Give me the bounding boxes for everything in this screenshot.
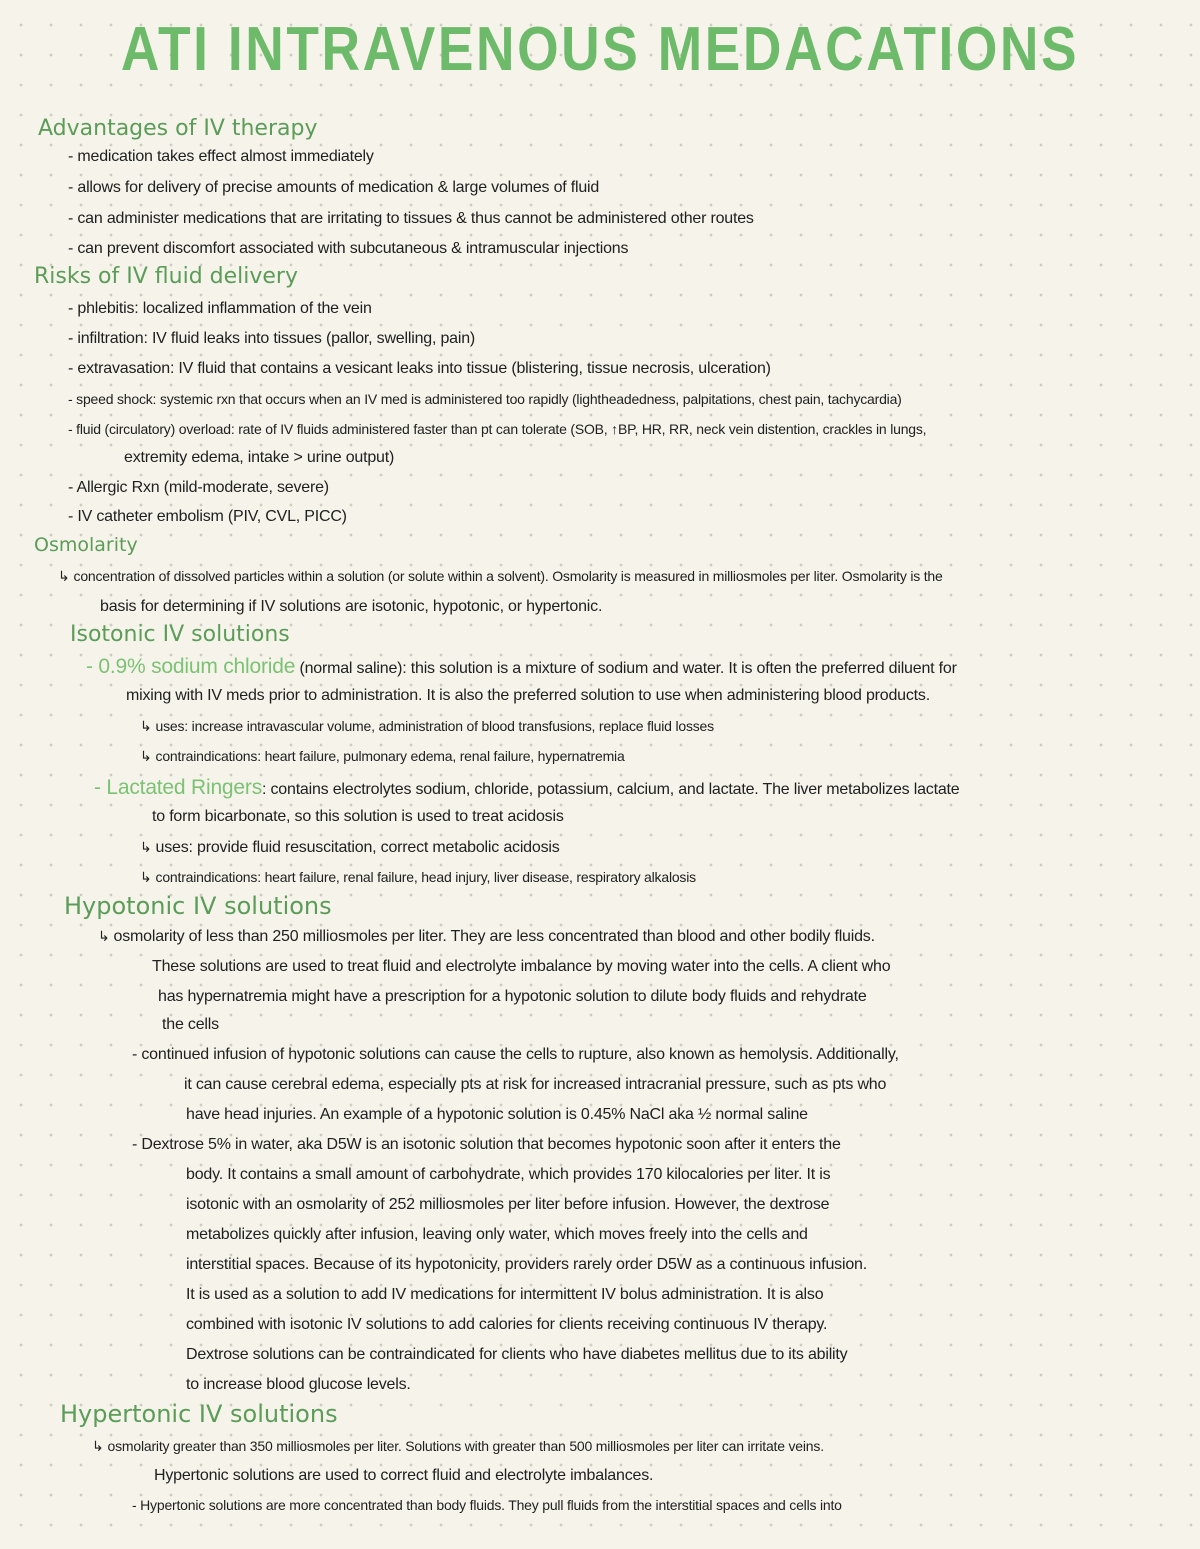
hypotonic-line: Dextrose solutions can be contraindicated for clients who have diabetes mellitus due to its ability bbox=[186, 1346, 848, 1363]
osmolarity-line: concentration of dissolved particles within a solution (or solute within a solvent). Osmolarity is measured in milliosmoles per liter. Osmolarity is the bbox=[73, 568, 943, 584]
normal-saline-contraindications bbox=[140, 748, 625, 765]
arrow-icon: ↳ bbox=[140, 749, 152, 765]
hypertonic-heading: Hypertonic IV solutions bbox=[60, 1400, 338, 1428]
risk-item: - IV catheter embolism (PIV, CVL, PICC) bbox=[68, 508, 347, 525]
hypertonic-text: osmolarity greater than 350 milliosmoles per liter. Solutions with greater than 500 milliosmoles per liter can irritate veins. bbox=[107, 1438, 824, 1454]
normal-saline-uses bbox=[140, 718, 714, 735]
hypotonic-line: has hypernatremia might have a prescription for a hypotonic solution to dilute body fluids and rehydrate bbox=[158, 988, 867, 1005]
arrow-icon: ↳ bbox=[92, 1439, 104, 1455]
hypotonic-line: interstitial spaces. Because of its hypotonicity, providers rarely order D5W as a continuous infusion. bbox=[186, 1256, 867, 1273]
lactated-ringers-label: - Lactated Ringers bbox=[94, 776, 262, 799]
hypotonic-text: osmolarity of less than 250 milliosmoles per liter. They are less concentrated than blood and other bodily fluids. bbox=[113, 928, 875, 945]
hypotonic-line bbox=[98, 928, 875, 946]
uses-text: uses: increase intravascular volume, administration of blood transfusions, replace fluid losses bbox=[155, 718, 714, 734]
lactated-ringers-uses bbox=[140, 839, 560, 857]
advantage-item: - allows for delivery of precise amounts of medication & large volumes of fluid bbox=[68, 179, 600, 196]
hypotonic-line: It is used as a solution to add IV medications for intermittent IV bolus administration. It is also bbox=[186, 1286, 824, 1303]
risk-item: - fluid (circulatory) overload: rate of IV fluids administered faster than pt can tolerate (SOB, ↑BP, HR, RR, neck vein distention, crackles in lungs, bbox=[68, 421, 927, 437]
osmolarity-line: basis for determining if IV solutions are isotonic, hypotonic, or hypertonic. bbox=[100, 598, 603, 615]
hypertonic-line: - Hypertonic solutions are more concentrated than body fluids. They pull fluids from the interstitial spaces and cells into bbox=[132, 1497, 842, 1513]
isotonic-heading: Isotonic IV solutions bbox=[70, 622, 290, 647]
hypotonic-line: metabolizes quickly after infusion, leaving only water, which moves freely into the cells and bbox=[186, 1226, 808, 1243]
osmolarity-definition bbox=[58, 568, 943, 585]
risks-heading: Risks of IV fluid delivery bbox=[34, 264, 298, 289]
risk-item: - extravasation: IV fluid that contains a vesicant leaks into tissue (blistering, tissue necrosis, ulceration) bbox=[68, 360, 771, 377]
hypotonic-line: - Dextrose 5% in water, aka D5W is an isotonic solution that becomes hypotonic soon after it enters the bbox=[132, 1136, 841, 1153]
arrow-icon: ↳ bbox=[140, 719, 152, 735]
hypotonic-heading: Hypotonic IV solutions bbox=[64, 892, 332, 920]
arrow-icon: ↳ bbox=[58, 569, 70, 585]
hypertonic-line bbox=[92, 1438, 824, 1455]
risk-item-continued: extremity edema, intake > urine output) bbox=[124, 449, 395, 466]
risk-item: - infiltration: IV fluid leaks into tissues (pallor, swelling, pain) bbox=[68, 330, 476, 347]
arrow-icon: ↳ bbox=[140, 870, 152, 886]
risk-item: - speed shock: systemic rxn that occurs when an IV med is administered too rapidly (lightheadedness, palpitations, chest pain, tachycardia) bbox=[68, 391, 902, 407]
lactated-ringers-entry bbox=[94, 776, 959, 800]
hypotonic-line: - continued infusion of hypotonic solutions can cause the cells to rupture, also known as hemolysis. Additionally, bbox=[132, 1046, 899, 1063]
normal-saline-label: - 0.9% sodium chloride bbox=[86, 655, 296, 678]
hypotonic-line: have head injuries. An example of a hypotonic solution is 0.45% NaCl aka ½ normal saline bbox=[186, 1106, 808, 1123]
contraindications-text: contraindications: heart failure, renal failure, head injury, liver disease, respiratory alkalosis bbox=[155, 869, 696, 885]
contraindications-text: contraindications: heart failure, pulmonary edema, renal failure, hypernatremia bbox=[155, 748, 625, 764]
arrow-icon: ↳ bbox=[98, 929, 110, 945]
hypotonic-line: These solutions are used to treat fluid and electrolyte imbalance by moving water into the cells. A client who bbox=[152, 958, 891, 975]
normal-saline-desc: mixing with IV meds prior to administration. It is also the preferred solution to use when administering blood products. bbox=[126, 687, 930, 704]
hypotonic-line: combined with isotonic IV solutions to add calories for clients receiving continuous IV therapy. bbox=[186, 1316, 828, 1333]
lactated-ringers-desc: : contains electrolytes sodium, chloride, potassium, calcium, and lactate. The liver metabolizes lactate bbox=[262, 781, 960, 798]
advantage-item: - medication takes effect almost immediately bbox=[68, 148, 374, 165]
arrow-icon: ↳ bbox=[140, 840, 152, 856]
advantage-item: - can administer medications that are irritating to tissues & thus cannot be administered other routes bbox=[68, 210, 754, 227]
lactated-ringers-contraindications bbox=[140, 869, 696, 886]
uses-text: uses: provide fluid resuscitation, correct metabolic acidosis bbox=[155, 839, 560, 856]
hypotonic-line: isotonic with an osmolarity of 252 milliosmoles per liter before infusion. However, the dextrose bbox=[186, 1196, 830, 1213]
hypotonic-line: the cells bbox=[162, 1016, 219, 1033]
risk-item: - phlebitis: localized inflammation of the vein bbox=[68, 300, 372, 317]
hypotonic-line: it can cause cerebral edema, especially pts at risk for increased intracranial pressure, such as pts who bbox=[184, 1076, 887, 1093]
hypertonic-line: Hypertonic solutions are used to correct fluid and electrolyte imbalances. bbox=[154, 1467, 654, 1484]
page-title: ATI INTRAVENOUS MEDACATIONS bbox=[120, 15, 1080, 84]
hypotonic-line: body. It contains a small amount of carbohydrate, which provides 170 kilocalories per liter. It is bbox=[186, 1166, 831, 1183]
advantages-heading: Advantages of IV therapy bbox=[38, 116, 318, 141]
osmolarity-heading: Osmolarity bbox=[34, 534, 138, 556]
hypotonic-line: to increase blood glucose levels. bbox=[186, 1376, 411, 1393]
normal-saline-entry bbox=[86, 655, 957, 679]
lactated-ringers-desc: to form bicarbonate, so this solution is used to treat acidosis bbox=[152, 808, 564, 825]
normal-saline-desc: (normal saline): this solution is a mixture of sodium and water. It is often the preferred diluent for bbox=[299, 660, 957, 677]
risk-item: - Allergic Rxn (mild-moderate, severe) bbox=[68, 479, 329, 496]
advantage-item: - can prevent discomfort associated with subcutaneous & intramuscular injections bbox=[68, 240, 629, 257]
